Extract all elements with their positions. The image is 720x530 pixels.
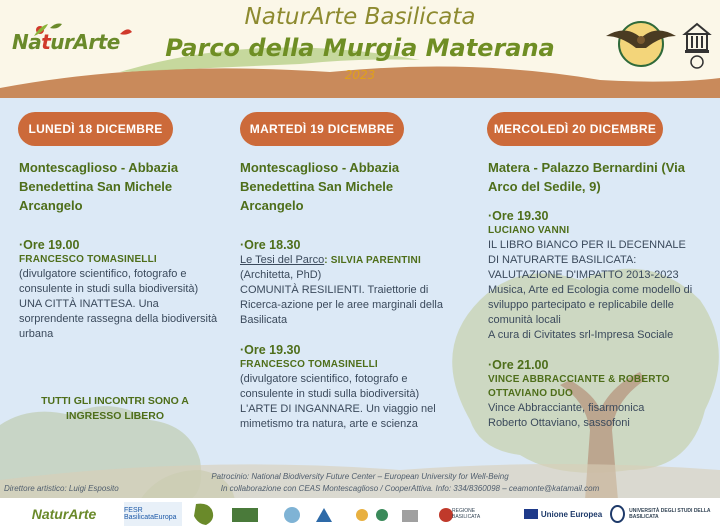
location: Montescaglioso - Abbazia Benedettina San Michele Arcangelo (19, 160, 179, 213)
talk-series (240, 253, 450, 268)
talk-title: UNA CITTÀ INATTESA. Una sorprendente rassegna della biodiversità urbana (19, 298, 218, 340)
column-tuesday (240, 158, 450, 432)
event-title: NaturArte Basilicata (244, 4, 476, 30)
performer-line: Roberto Ottaviano, sassofoni (488, 417, 630, 429)
sponsor-eu (522, 502, 604, 526)
speaker-name: FRANCESCO TOMASINELLI (19, 254, 157, 265)
speaker-role: (divulgatore scientifico, fotografo e consulente in studi sulla biodiversità) (240, 373, 420, 400)
talk-description: Musica, Arte ed Ecologia come modello di sviluppo partecipato e replicabile delle comunità locali (488, 284, 693, 326)
talk-title: L'ARTE DI INGANNARE. Un viaggio nel mimetismo tra natura, arte e scienza (240, 403, 436, 430)
day-button-wednesday: MERCOLEDÌ 20 DICEMBRE (487, 112, 663, 146)
speaker-role: (Architetta, PhD) (240, 269, 322, 281)
location: Montescaglioso - Abbazia Benedettina San Michele Arcangelo (240, 160, 400, 213)
sponsor-naturarte: NaturArte (31, 506, 97, 522)
eu-label: Unione Europea (540, 509, 603, 519)
performer-line: Vince Abbracciante, fisarmonica (488, 402, 645, 414)
talk-title: IL LIBRO BIANCO PER IL DECENNALE DI NATURARTE BASILICATA: VALUTAZIONE D'IMPATTO 2013-2023 (488, 239, 686, 281)
collaboration-info: In collaborazione con CEAS Montescaglioso / CooperAttiva. Info: 334/8360098 – ceamonte@katamail.com (220, 484, 600, 493)
day-button-monday: LUNEDÌ 18 DICEMBRE (18, 112, 173, 146)
column-wednesday (488, 158, 698, 431)
day-button-tuesday: MARTEDÌ 19 DICEMBRE (240, 112, 404, 146)
speaker-name: : SILVIA PARENTINI (324, 255, 421, 266)
speaker-name: LUCIANO VANNI (488, 225, 570, 236)
eu-flag-icon (524, 509, 538, 519)
sponsor-logos-icon (232, 504, 462, 526)
free-entry-notice: TUTTI GLI INCONTRI SONO A INGRESSO LIBERO (41, 395, 189, 422)
director-credit: Direttore artistico: Luigi Esposito (4, 484, 119, 493)
talk-series-label: Le Tesi del Parco (240, 254, 325, 266)
event-subtitle: Parco della Murgia Materana (165, 34, 555, 62)
unesco-icon (682, 14, 712, 70)
talk-title: COMUNITÀ RESILIENTI. Traiettorie di Ricerca-azione per le aree marginali della Basilicata (240, 284, 443, 326)
event-time: ·Ore 19.30 (240, 343, 301, 357)
event-time: ·Ore 19.30 (488, 209, 549, 223)
speaker-role: (divulgatore scientifico, fotografo e consulente in studi sulla biodiversità) (19, 268, 199, 295)
event-time: ·Ore 19.00 (19, 238, 80, 252)
basilicata-map-icon (190, 500, 218, 528)
sponsor-regione: REGIONE BASILICATA (452, 508, 481, 520)
unibas-label: UNIVERSITÀ DEGLI STUDI DELLA BASILICATA (629, 508, 711, 520)
event-time: ·Ore 18.30 (240, 238, 301, 252)
naturarte-logo-text: NaturArte (12, 30, 120, 54)
patronage-text: Patrocinio: National Biodiversity Future Center – European University for Well-Being (211, 472, 509, 481)
park-emblem-icon (606, 14, 676, 70)
unibas-seal-icon (610, 505, 625, 523)
column-monday (19, 158, 219, 342)
sponsor-unibas (610, 502, 718, 526)
event-year: 2023 (344, 68, 376, 82)
sponsor-fesr: FESR BasilicataEuropa (124, 502, 182, 526)
talk-curator: A cura di Civitates srl-Impresa Sociale (488, 329, 674, 341)
event-time: ·Ore 21.00 (488, 358, 549, 372)
speaker-name: VINCE ABBRACCIANTE & ROBERTO OTTAVIANO DUO (488, 374, 670, 399)
location: Matera - Palazzo Bernardini (Via Arco del Sedile, 9) (488, 160, 685, 194)
speaker-name: FRANCESCO TOMASINELLI (240, 359, 378, 370)
